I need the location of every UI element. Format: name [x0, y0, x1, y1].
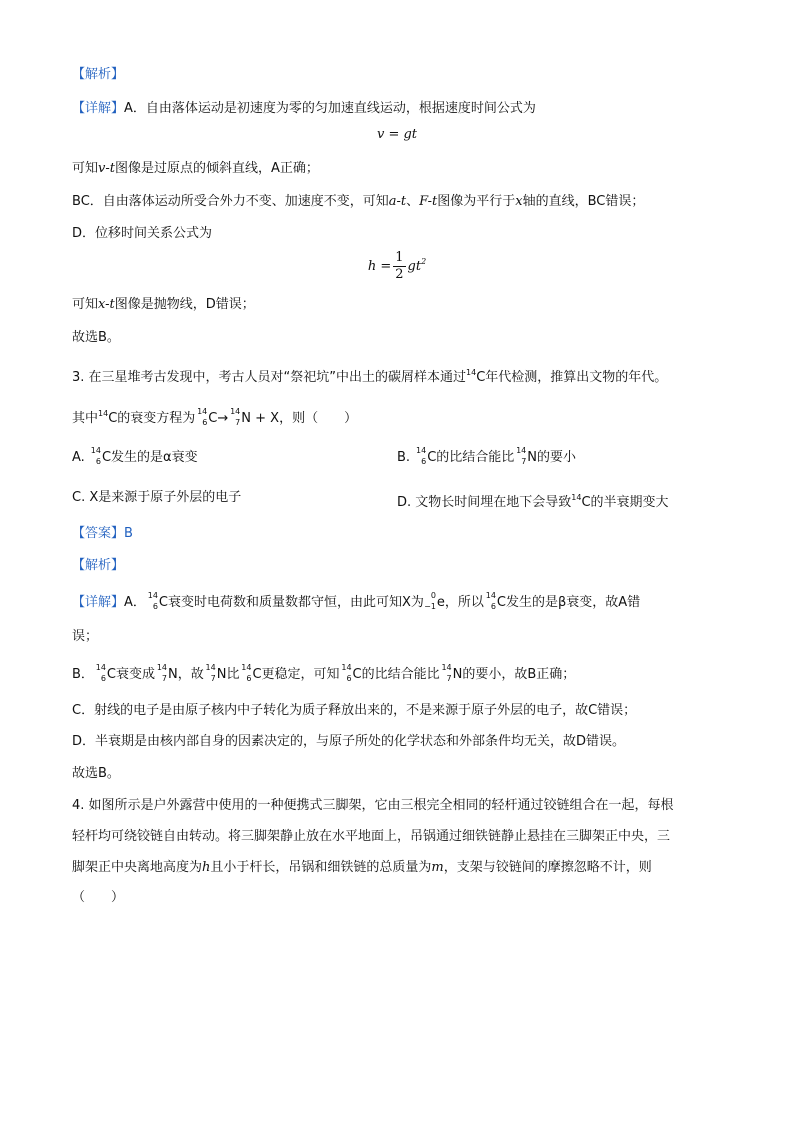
detail-a: 【详解】A．自由落体运动是初速度为零的匀加速直线运动，根据速度时间公式为	[72, 101, 536, 116]
option-c[interactable]: C. X是来源于原子外层的电子	[72, 490, 242, 505]
question-4-line-2: 轻杆均可绕铰链自由转动。将三脚架静止放在水平地面上，吊锅通过细铁链静止悬挂在三脚架正中央，三	[72, 829, 671, 844]
pick-answer-q3: 故选B。	[72, 766, 120, 781]
question-4-line-1: 4. 如图所示是户外露营中使用的一种便携式三脚架，它由三根完全相同的轻杆通过铰链组合在一起，每根	[72, 798, 674, 813]
conclusion-d: 可知x-t图像是抛物线，D错误；	[72, 297, 255, 312]
detail-q3-d: D．半衰期是由核内部自身的因素决定的，与原子所处的化学状态和外部条件均无关，故D错误。	[72, 734, 626, 749]
option-d[interactable]: D. 文物长时间埋在地下会导致$^{14}$C的半衰期变大	[397, 493, 669, 510]
question-3-line-2: 其中$^{14}$C的衰变方程为 14 6 C→ 14 7 N + X，则（ ）	[72, 407, 358, 427]
detail-q3-a-wrap: 误；	[72, 629, 99, 644]
detail-q3-a: 【详解】A． 14 6 C衰变时电荷数和质量数都守恒，由此可知X为 0 −1 e，所以 14 6 C发生的是β衰变，故A错	[72, 591, 641, 611]
conclusion-a: 可知v-t图像是过原点的倾斜直线，A正确；	[72, 161, 319, 176]
option-d-analysis: D．位移时间关系公式为	[72, 226, 213, 241]
option-b[interactable]: B. 14 6 C的比结合能比 14 7 N的要小	[397, 446, 577, 466]
equation-v-gt: v = gt	[376, 127, 418, 142]
answer-label: 【答案】B	[72, 526, 133, 541]
pick-answer: 故选B。	[72, 330, 120, 345]
detail-q3-b: B． 14 6 C衰变成 14 7 N，故 14 7 N比 14 6 C更稳定，可知 14 6 C的比结合能比 14 7 N的要小，故B正确；	[72, 663, 576, 683]
analysis-heading: 【解析】	[72, 67, 125, 82]
question-4-line-3: 脚架正中央离地高度为h且小于杆长，吊锅和细铁链的总质量为m，支架与铰链间的摩擦忽略不计，则	[72, 860, 652, 875]
detail-tag: 【详解】	[72, 101, 125, 116]
question-3-line-1: 3. 在三星堆考古发现中，考古人员对“祭祀坑”中出土的碳屑样本通过$^{14}$C年代检测，推算出文物的年代。	[72, 368, 668, 385]
option-a[interactable]: A. 14 6 C发生的是α衰变	[72, 446, 198, 466]
equation-h: h = $\frac{1}{2}$ $gt^2$	[367, 250, 427, 282]
detail-q3-c: C．射线的电子是由原子核内中子转化为质子释放出来的，不是来源于原子外层的电子，故C错误；	[72, 703, 637, 718]
option-bc-analysis: BC．自由落体运动所受合外力不变、加速度不变，可知a-t、F-t图像为平行于x轴的直线，BC错误；	[72, 194, 645, 209]
analysis-heading-q3: 【解析】	[72, 558, 125, 573]
question-4-line-4: （ ）	[72, 890, 125, 905]
